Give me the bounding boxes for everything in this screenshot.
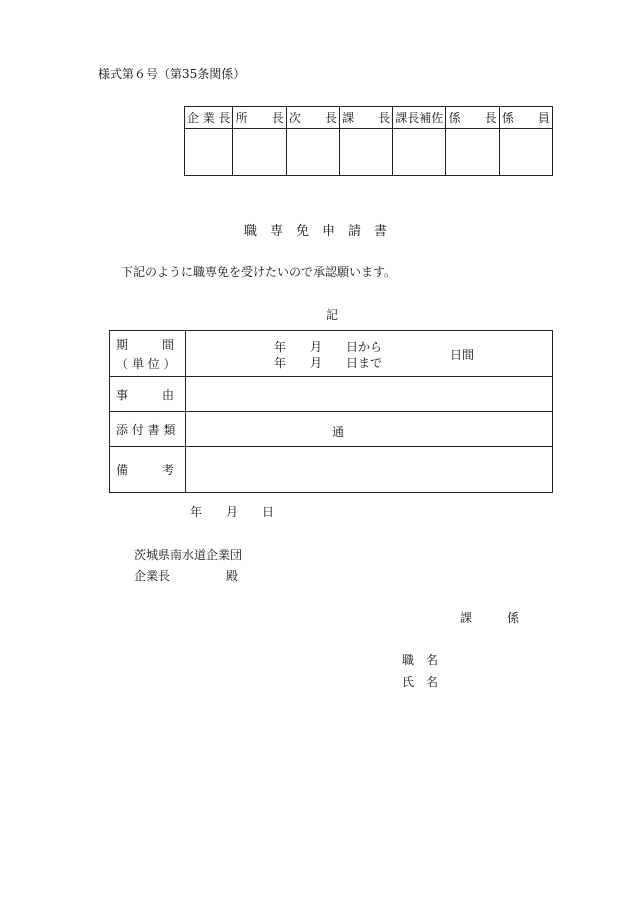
stamp-cell[interactable] [286, 129, 339, 176]
reason-label: 事 由 [110, 377, 186, 412]
approval-header: 係 員 [499, 107, 552, 129]
attachments-count: 通 [332, 425, 345, 439]
name-label: 氏 名 [402, 675, 439, 689]
form-number: 様式第６号（第35条関係） [98, 67, 246, 81]
period-value[interactable] [186, 331, 553, 377]
approval-header: 次 長 [286, 107, 339, 129]
period-days: 日間 [450, 348, 475, 362]
application-date: 年 月 日 [190, 505, 275, 519]
approval-header: 係 長 [446, 107, 499, 129]
section-kakari: 係 [507, 611, 520, 625]
approval-header: 課 長 [339, 107, 392, 129]
ki-heading: 記 [326, 308, 339, 322]
approval-header: 課長補佐 [393, 107, 446, 129]
approval-header: 企 業 長 [185, 107, 233, 129]
period-to: 年 月 日まで [274, 356, 383, 370]
period-label: 期 間 （ 単 位 ） [110, 331, 186, 377]
period-from: 年 月 日から [274, 340, 383, 354]
remarks-value[interactable] [186, 447, 553, 493]
approval-stamp-table [184, 106, 553, 176]
section-ka: 課 [460, 611, 473, 625]
position-label: 職 名 [402, 653, 439, 667]
attachments-label: 添 付 書 類 [110, 412, 186, 447]
stamp-cell[interactable] [499, 129, 552, 176]
stamp-cell[interactable] [185, 129, 233, 176]
intro-text: 下記のように職専免を受けたいので承認願います。 [121, 265, 397, 279]
stamp-cell[interactable] [393, 129, 446, 176]
details-table [109, 330, 553, 493]
stamp-cell[interactable] [339, 129, 392, 176]
document-title: 職 専 免 申 請 書 [244, 224, 388, 239]
reason-value[interactable] [186, 377, 553, 412]
addressee-org: 茨城県南水道企業団 [134, 548, 243, 562]
attachments-value[interactable] [186, 412, 553, 447]
approval-header: 所 長 [233, 107, 286, 129]
addressee-title: 企業長 [134, 569, 171, 583]
stamp-cell[interactable] [233, 129, 286, 176]
stamp-cell[interactable] [446, 129, 499, 176]
remarks-label: 備 考 [110, 447, 186, 493]
addressee-honorific: 殿 [226, 569, 239, 583]
